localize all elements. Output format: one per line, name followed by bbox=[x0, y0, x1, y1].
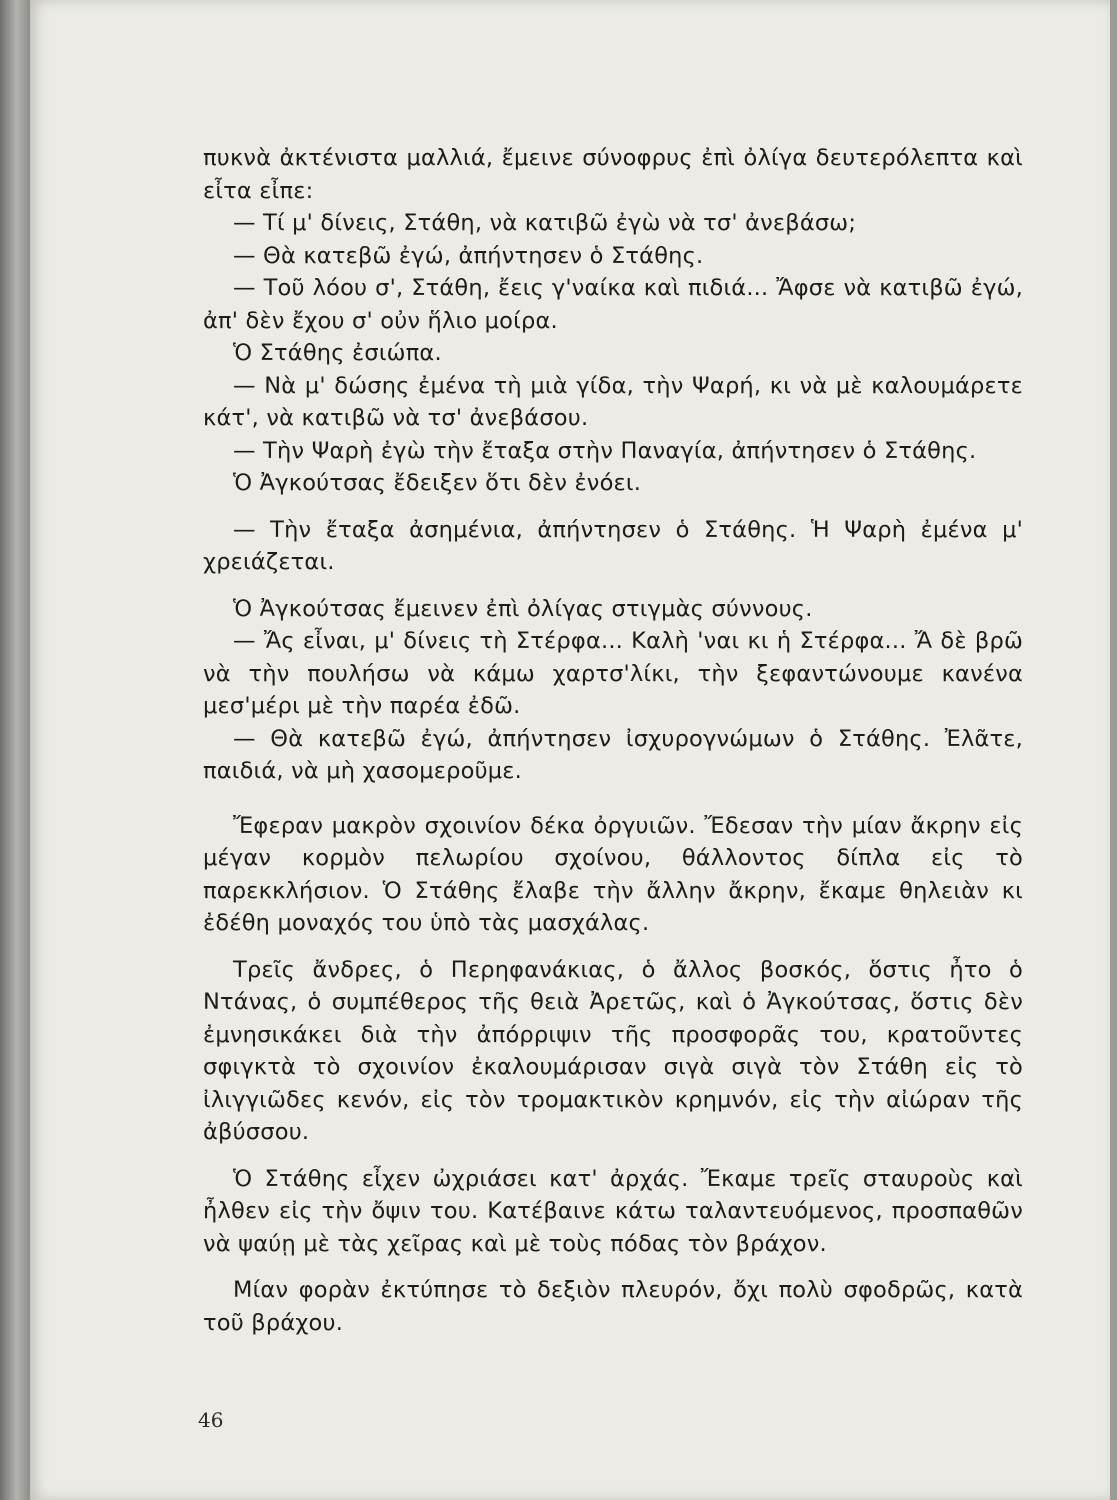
paragraph: Ὁ Στάθης ἐσιώπα. bbox=[233, 340, 442, 366]
paragraph: Ἔφεραν μακρὸν σχοινίον δέκα ὀργυιῶν. Ἔδεσαν τὴν μίαν ἄκρην εἰς μέγαν κορμὸν πελωρίου σχοίνου, θάλλοντος δίπλα εἰς τὸ παρεκκλήσιον. Ὁ Στάθης ἔλαβε τὴν ἄλλην ἄκρην, ἔκαμε θηλειὰν κι ἐδέθη μοναχός του ὑπὸ τὰς μασχάλας. bbox=[203, 812, 1023, 936]
dialogue-line: — Τὴν Ψαρὴ ἐγὼ τὴν ἔταξα στὴν Παναγία, ἀπήντησεν ὁ Στάθης. bbox=[233, 437, 977, 464]
dialogue-line: — Τί μ' δίνεις, Στάθη, νὰ κατιβῶ ἐγὼ νὰ τσ' ἀνεβάσω; bbox=[233, 210, 857, 236]
adjacent-page-edge bbox=[0, 0, 30, 1500]
body-text bbox=[203, 142, 1023, 1339]
dialogue-line: — Τὴν ἔταξα ἀσημένια, ἀπήντησεν ὁ Στάθης. Ἡ Ψαρὴ ἐμένα μ' χρειάζεται. bbox=[203, 516, 1023, 575]
dialogue-line: — Τοῦ λόου σ', Στάθη, ἔεις γ'ναίκα καὶ πιδιά... Ἄφσε νὰ κατιβῶ ἐγώ, ἀπ' δὲν ἔχου σ' οὐν ἥλιο μοίρα. bbox=[203, 275, 1023, 334]
paragraph: Μίαν φορὰν ἐκτύπησε τὸ δεξιὸν πλευρόν, ὄχι πολὺ σφοδρῶς, κατὰ τοῦ βράχου. bbox=[203, 1277, 1023, 1336]
dialogue-line: — Θὰ κατεβῶ ἐγώ, ἀπήντησεν ἰσχυρογνώμων ὁ Στάθης. Ἐλᾶτε, παιδιά, νὰ μὴ χασομεροῦμε. bbox=[203, 725, 1023, 784]
dialogue-line: — Ἄς εἶναι, μ' δίνεις τὴ Στέρφα... Καλὴ 'ναι κι ἡ Στέρφα... Ἄ δὲ βρῶ νὰ τὴν πουλήσω νὰ κάμω χαρτσ'λίκι, τὴν ξεφαντώνουμε κανένα μεσ'μέρι μὲ τὴν παρέα ἐδῶ. bbox=[203, 628, 1023, 719]
page-number: 46 bbox=[198, 1408, 224, 1432]
paragraph: Ὁ Ἀγκούτσας ἔδειξεν ὅτι δὲν ἐνόει. bbox=[233, 470, 642, 496]
paragraph: Ὁ Ἀγκούτσας ἔμεινεν ἐπὶ ὀλίγας στιγμὰς σύννους. bbox=[233, 595, 813, 622]
dialogue-line: — Θὰ κατεβῶ ἐγώ, ἀπήντησεν ὁ Στάθης. bbox=[233, 242, 704, 269]
paragraph: πυκνὰ ἀκτένιστα μαλλιά, ἔμεινε σύνοφρυς ἐπὶ ὀλίγα δευτερόλεπτα καὶ εἶτα εἶπε: bbox=[203, 145, 1023, 204]
dialogue-line: — Νὰ μ' δώσης ἐμένα τὴ μιὰ γίδα, τὴν Ψαρή, κι νὰ μὲ καλουμάρετε κάτ', νὰ κατιβῶ νὰ τσ' ἀνεβάσου. bbox=[203, 372, 1023, 431]
paragraph: Ὁ Στάθης εἶχεν ὠχριάσει κατ' ἀρχάς. Ἔκαμε τρεῖς σταυροὺς καὶ ἦλθεν εἰς τὴν ὄψιν του. Κατέβαινε κάτω ταλαντευόμενος, προσπαθῶν νὰ ψαύῃ μὲ τὰς χεῖρας καὶ μὲ τοὺς πόδας τὸν βράχον. bbox=[203, 1165, 1023, 1257]
paragraph: Τρεῖς ἄνδρες, ὁ Περηφανάκιας, ὁ ἄλλος βοσκός, ὅστις ἦτο ὁ Ντάνας, ὁ συμπέθερος τῆς θειὰ Ἀρετῶς, καὶ ὁ Ἀγκούτσας, ὅστις δὲν ἐμνησικάκει διὰ τὴν ἀπόρριψιν τῆς προσφορᾶς του, κρατοῦντες σφιγκτὰ τὸ σχοινίον ἐκαλουμάρισαν σιγὰ σιγὰ τὸν Στάθη εἰς τὸ ἰλιγγιῶδες κενόν, εἰς τὸν τρομακτικὸν κρημνόν, εἰς τὴν αἰώραν τῆς ἀβύσσου. bbox=[203, 956, 1023, 1145]
